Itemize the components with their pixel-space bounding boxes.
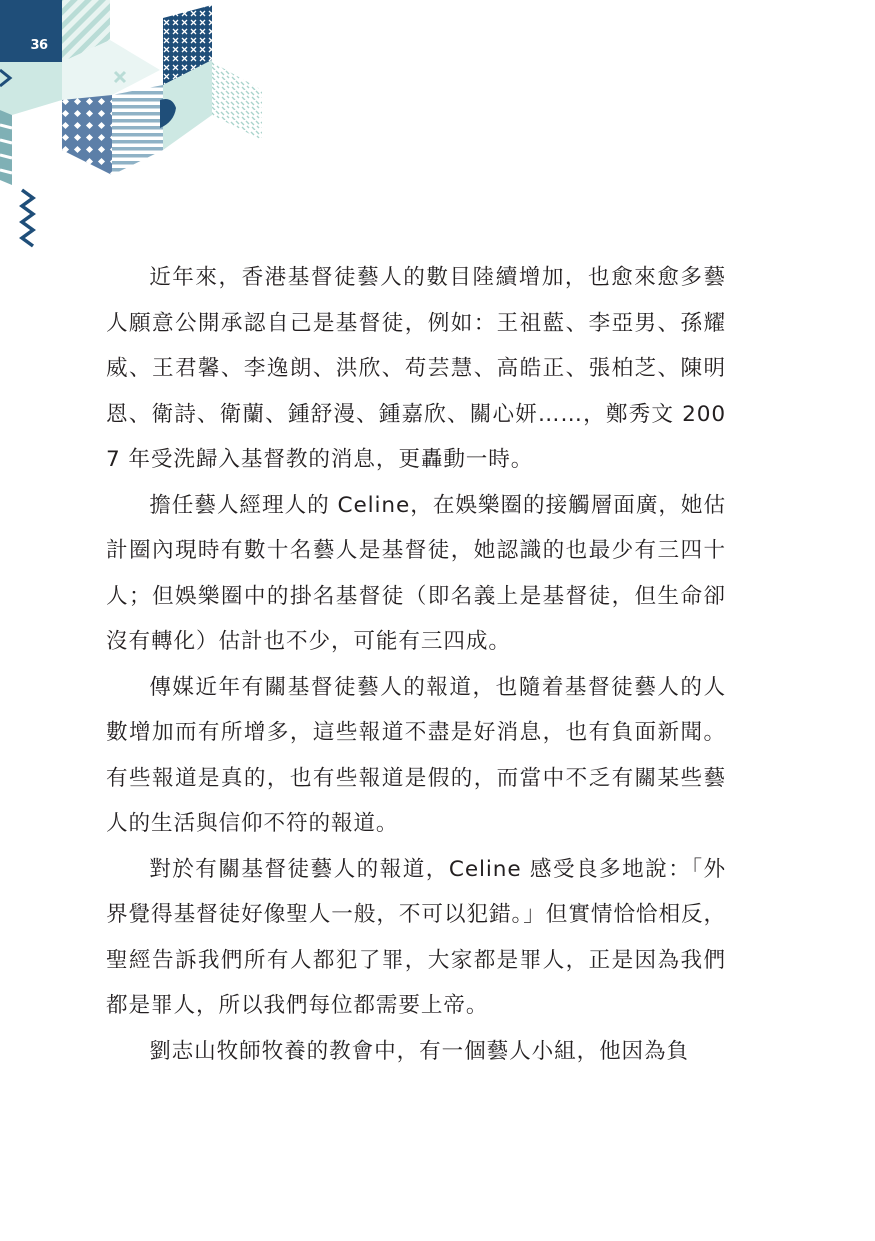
paragraph: 劉志山牧師牧養的教會中，有一個藝人小組，他因為負 [149, 1038, 690, 1064]
paragraph: 對於有關基督徒藝人的報道，Celine 感受良多地說：「外界覺得基督徒好像聖人一般，不可以犯錯。」但實情恰恰相反，聖經告訴我們所有人都犯了罪，大家都是罪人，正是因為我們都是罪人，所以我們每位都需要上帝。 [106, 856, 726, 1018]
article-body [106, 255, 726, 1074]
page-number: 36 [30, 38, 48, 53]
paragraph: 近年來，香港基督徒藝人的數目陸續增加，也愈來愈多藝人願意公開承認自己是基督徒，例如：王祖藍、李亞男、孫耀威、王君馨、李逸朗、洪欣、苟芸慧、高皓正、張柏芝、陳明恩、衛詩、衛蘭、鍾舒漫、鍾嘉欣、關心妍……，鄭秀文 2007 年受洗歸入基督教的消息，更轟動一時。 [106, 265, 726, 472]
paragraph: 傳媒近年有關基督徒藝人的報道，也隨着基督徒藝人的人數增加而有所增多，這些報道不盡是好消息，也有負面新聞。有些報道是真的，也有些報道是假的，而當中不乏有關某些藝人的生活與信仰不符的報道。 [106, 674, 726, 836]
paragraph: 擔任藝人經理人的 Celine，在娛樂圈的接觸層面廣，她估計圈內現時有數十名藝人是基督徒，她認識的也最少有三四十人；但娛樂圈中的掛名基督徒（即名義上是基督徒，但生命卻沒有轉化）估計也不少，可能有三四成。 [106, 492, 726, 654]
